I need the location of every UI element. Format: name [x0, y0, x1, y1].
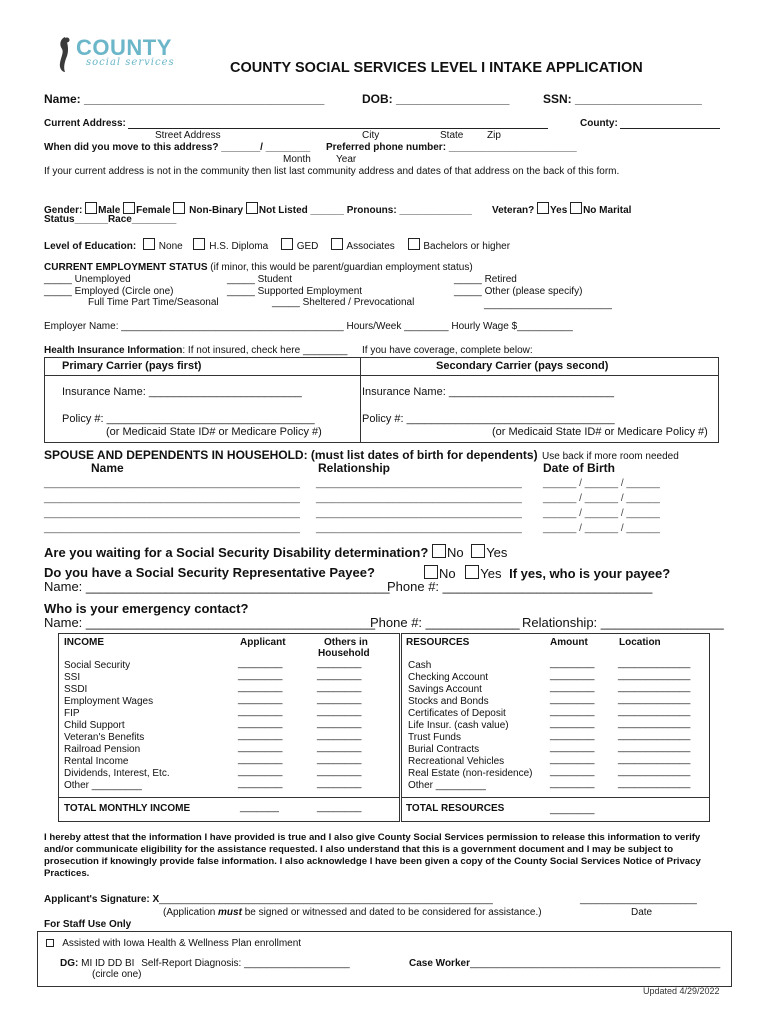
income-item: Other _________	[64, 780, 142, 791]
logo-tagline: social services	[86, 57, 175, 68]
staff-heading: For Staff Use Only	[44, 919, 132, 930]
income-others-field[interactable]: ________	[317, 742, 362, 753]
assisted-label: Assisted with Iowa Health & Wellness Plan enrollment	[62, 938, 302, 949]
dependent-dob-field[interactable]: ______ / ______ / ______	[543, 508, 660, 519]
gender-label: Gender:	[44, 205, 83, 216]
dependents-name-fields	[44, 478, 300, 535]
resources-total-label: TOTAL RESOURCES	[406, 803, 505, 814]
emergency-relationship-field[interactable]: Relationship: _________________	[522, 615, 724, 630]
ssd-question: Are you waiting for a Social Security Disability determination?	[44, 545, 429, 560]
dependents-col-dob: Date of Birth	[543, 461, 615, 475]
state-caption: State	[440, 130, 464, 141]
primary-insurance-name-field[interactable]: Insurance Name: _________________________	[62, 386, 302, 398]
income-item: Veteran's Benefits	[64, 732, 145, 743]
dependents-heading-note: Use back if more room needed	[542, 451, 679, 462]
resource-item: Certificates of Deposit	[408, 708, 506, 719]
veteran-no-checkbox[interactable]	[570, 202, 582, 214]
resource-location-field[interactable]: _____________	[618, 754, 691, 765]
insurance-row	[44, 345, 347, 356]
employment-employed[interactable]: _____ Employed (Circle one)	[44, 286, 174, 297]
date-caption: Date	[631, 907, 653, 918]
resources-heading: RESOURCES	[406, 637, 470, 648]
resource-item: Real Estate (non-residence)	[408, 768, 533, 779]
move-date-label: When did you move to this address?	[44, 142, 219, 153]
resources-total-rule	[401, 797, 710, 798]
logo-name: COUNTY	[76, 35, 172, 60]
name-row	[44, 92, 324, 106]
marital-status-label: Status	[44, 214, 75, 225]
resources-col-location: Location	[619, 637, 661, 648]
resource-item: Burial Contracts	[408, 744, 480, 755]
secondary-carrier-heading: Secondary Carrier (pays second)	[436, 360, 609, 372]
income-applicant-field[interactable]: ________	[238, 682, 283, 693]
income-item: SSI	[64, 672, 81, 683]
resource-amount-field[interactable]: ________	[550, 730, 595, 741]
resource-amount-field[interactable]: ________	[550, 778, 595, 789]
income-others-field[interactable]: ________	[317, 778, 362, 789]
dependent-dob-field[interactable]: ______ / ______ / ______	[543, 493, 660, 504]
county-label: County:	[580, 118, 618, 129]
education-hs-checkbox[interactable]	[193, 238, 205, 250]
employer-row[interactable]: Employer Name: ________________________________________ Hours/Week ________ Hourly Wage $__________	[44, 321, 573, 332]
resource-item: Recreational Vehicles	[408, 756, 505, 767]
insurance-coverage-note: If you have coverage, complete below:	[362, 345, 533, 356]
payee-who-label: If yes, who is your payee?	[509, 566, 671, 581]
employment-other[interactable]: _____ Other (please specify)	[454, 286, 583, 297]
dependents-relationship-fields	[316, 478, 522, 535]
logo-figure-icon	[56, 35, 72, 73]
dob-field[interactable]: _________________	[396, 92, 510, 106]
payee-phone-field[interactable]: Phone #: _____________________________	[387, 579, 653, 594]
income-item: Rental Income	[64, 756, 129, 767]
income-applicant-field[interactable]: ________	[238, 730, 283, 741]
ssd-yes-checkbox[interactable]	[471, 544, 485, 558]
veteran-row	[492, 202, 631, 216]
employment-unemployed[interactable]: _____ Unemployed	[44, 274, 131, 285]
signature-note-must: must	[218, 907, 242, 918]
dependents-heading: SPOUSE AND DEPENDENTS IN HOUSEHOLD: (must list dates of birth for dependents)	[44, 448, 538, 462]
income-heading: INCOME	[64, 637, 104, 648]
resource-location-field[interactable]: _____________	[618, 742, 691, 753]
employment-student[interactable]: _____ Student	[227, 274, 293, 285]
veteran-label: Veteran?	[492, 205, 535, 216]
dependent-relationship-field[interactable]: _____________________________________	[316, 478, 522, 489]
secondary-insurance-name-field[interactable]: Insurance Name: ___________________________	[362, 386, 614, 398]
signature-row	[44, 894, 493, 905]
dependent-dob-field[interactable]: ______ / ______ / ______	[543, 478, 660, 489]
preferred-phone-label: Preferred phone number:	[326, 142, 447, 153]
income-others-field[interactable]: ________	[317, 754, 362, 765]
emergency-phone-field[interactable]: Phone #: _____________	[370, 615, 520, 630]
income-others-fields	[317, 658, 362, 790]
employment-heading-note: (if minor, this would be parent/guardian employment status)	[210, 262, 473, 273]
race-field[interactable]: ________	[131, 214, 177, 225]
emergency-name-field[interactable]: Name: ________________________________________	[44, 615, 376, 630]
insurance-table-header-rule	[44, 375, 719, 376]
income-total-applicant-field[interactable]: _______	[240, 802, 279, 813]
payee-name-field[interactable]: Name: __________________________________________	[44, 579, 390, 594]
primary-policy-note: (or Medicaid State ID# or Medicare Policy #)	[106, 426, 322, 438]
resource-amount-field[interactable]: ________	[550, 670, 595, 681]
resources-items	[408, 660, 533, 792]
ssd-question-row	[44, 544, 507, 560]
insurance-table-divider	[360, 357, 361, 442]
ssd-yes-label: Yes	[486, 545, 508, 560]
resource-location-field[interactable]: _____________	[618, 682, 691, 693]
income-total-others-field[interactable]: ________	[317, 802, 362, 813]
ssn-row	[543, 92, 702, 106]
marital-status-field[interactable]: ______	[74, 214, 108, 225]
resource-amount-field[interactable]: ________	[550, 682, 595, 693]
employment-supported[interactable]: _____ Supported Employment	[227, 286, 363, 297]
dependents-col-name: Name	[91, 461, 124, 475]
resource-location-field[interactable]: _____________	[618, 766, 691, 777]
education-ged-checkbox[interactable]	[281, 238, 293, 250]
dependents-col-relationship: Relationship	[318, 461, 391, 475]
employment-retired[interactable]: _____ Retired	[454, 274, 517, 285]
race-label: Race	[107, 214, 132, 225]
income-col-applicant: Applicant	[240, 637, 286, 648]
signature-date-field[interactable]: _____________________	[580, 894, 697, 905]
income-col-household: Household	[318, 648, 370, 659]
employment-fulltime-parttime[interactable]: Full Time Part Time/Seasonal	[88, 297, 219, 308]
income-others-field[interactable]: ________	[317, 694, 362, 705]
income-col-others: Others in	[324, 637, 368, 648]
resource-amount-field[interactable]: ________	[550, 694, 595, 705]
veteran-no-label: No Marital	[583, 205, 632, 216]
secondary-policy-field[interactable]: Policy #: __________________________________	[362, 413, 615, 425]
resource-location-field[interactable]: _____________	[618, 730, 691, 741]
name-label: Name:	[44, 92, 81, 106]
resource-item: Trust Funds	[408, 732, 461, 743]
employment-other-field[interactable]: _______________________	[484, 299, 612, 310]
income-others-field[interactable]: ________	[317, 658, 362, 669]
income-others-field[interactable]: ________	[317, 766, 362, 777]
employment-sheltered[interactable]: _____ Sheltered / Prevocational	[272, 297, 415, 308]
dg-circle-note: (circle one)	[92, 969, 142, 980]
payee-question: Do you have a Social Security Representative Payee?	[44, 565, 375, 580]
dg-label: DG:	[60, 958, 79, 969]
income-applicant-fields	[238, 658, 283, 790]
income-others-field[interactable]: ________	[317, 730, 362, 741]
dependent-relationship-field[interactable]: _____________________________________	[316, 493, 522, 504]
case-worker-field[interactable]: _____________________________________________	[469, 958, 721, 969]
education-row	[44, 238, 510, 252]
income-applicant-field[interactable]: ________	[238, 766, 283, 777]
self-report-field[interactable]: Self-Report Diagnosis: ___________________	[141, 958, 350, 969]
payee-no-label: No	[439, 566, 456, 581]
income-applicant-field[interactable]: ________	[238, 706, 283, 717]
staff-assisted-row	[46, 938, 301, 949]
dependent-relationship-field[interactable]: _____________________________________	[316, 508, 522, 519]
dob-label: DOB:	[362, 92, 393, 106]
gender-nonbinary-label: Non-Binary	[189, 205, 244, 216]
zip-caption: Zip	[487, 130, 501, 141]
dependents-dob-fields	[543, 478, 660, 535]
employment-heading: CURRENT EMPLOYMENT STATUS	[44, 262, 208, 273]
name-field[interactable]: ____________________________________	[84, 92, 325, 106]
ssd-no-label: No	[446, 545, 464, 560]
income-others-field[interactable]: ________	[317, 718, 362, 729]
veteran-yes-label: Yes	[550, 205, 568, 216]
education-associates-label: Associates	[346, 241, 395, 252]
income-applicant-field[interactable]: ________	[238, 754, 283, 765]
attestation-text: I hereby attest that the information I have provided is true and I also give County Social Services permission to release this information to verify and/or communicate eligibility for the assistance requested. I also understand that this is a government document and I may be subject to prosecution if knowingly provide false information. I also acknowledge I have been given a copy of the County Social Services Notice of Privacy Practices.	[44, 832, 701, 879]
resource-location-field[interactable]: _____________	[618, 670, 691, 681]
page-title: COUNTY SOCIAL SERVICES LEVEL I INTAKE APPLICATION	[230, 60, 643, 76]
signature-field[interactable]: ____________________________________________________________	[159, 894, 493, 905]
resource-item: Cash	[408, 660, 432, 671]
payee-no-checkbox[interactable]	[424, 565, 438, 579]
address-note: If your current address is not in the community then list last community address and dates of that address on the back of this form.	[44, 166, 620, 177]
employment-heading-row	[44, 262, 473, 273]
income-others-field[interactable]: ________	[317, 706, 362, 717]
gender-notlisted-field[interactable]: ______	[310, 205, 344, 216]
resource-item: Stocks and Bonds	[408, 696, 489, 707]
education-none-label: None	[158, 241, 183, 252]
resources-amount-fields	[550, 658, 595, 790]
income-total-rule	[58, 797, 400, 798]
secondary-policy-note: (or Medicaid State ID# or Medicare Policy #)	[492, 426, 708, 438]
dependent-name-field[interactable]: ______________________________________________	[44, 493, 300, 504]
phone-row	[326, 142, 577, 153]
income-applicant-field[interactable]: ________	[238, 742, 283, 753]
income-item: FIP	[64, 708, 80, 719]
income-item: Dividends, Interest, Etc.	[64, 768, 170, 779]
updated-date: Updated 4/29/2022	[643, 986, 720, 996]
ssn-field[interactable]: ___________________	[575, 92, 702, 106]
county-field[interactable]	[620, 117, 720, 129]
dg-row	[60, 958, 350, 969]
income-item: Employment Wages	[64, 696, 154, 707]
dependent-name-field[interactable]: ______________________________________________	[44, 478, 300, 489]
dependent-dob-field[interactable]: ______ / ______ / ______	[543, 523, 660, 534]
resource-amount-field[interactable]: ________	[550, 718, 595, 729]
income-applicant-field[interactable]: ________	[238, 778, 283, 789]
income-item: Social Security	[64, 660, 131, 671]
marital-race-row	[44, 214, 176, 225]
education-ged-label: GED	[296, 241, 319, 252]
education-bachelors-checkbox[interactable]	[408, 238, 420, 250]
pronouns-field[interactable]: _____________	[399, 205, 472, 216]
gender-notlisted-label: Not Listed	[258, 205, 308, 216]
resource-location-field[interactable]: _____________	[618, 778, 691, 789]
income-applicant-field[interactable]: ________	[238, 658, 283, 669]
income-applicant-field[interactable]: ________	[238, 718, 283, 729]
assisted-checkbox[interactable]	[46, 939, 54, 947]
move-date-field[interactable]: _______/ ________	[221, 142, 311, 153]
street-caption: Street Address	[155, 130, 221, 141]
dependent-relationship-field[interactable]: _____________________________________	[316, 523, 522, 534]
gender-female-checkbox[interactable]	[123, 202, 135, 214]
income-total-label: TOTAL MONTHLY INCOME	[64, 803, 191, 814]
gender-notlisted-checkbox[interactable]	[246, 202, 258, 214]
income-applicant-field[interactable]: ________	[238, 694, 283, 705]
signature-label: Applicant's Signature: X	[44, 894, 160, 905]
current-address-field[interactable]	[128, 117, 548, 129]
month-caption: Month	[283, 154, 311, 165]
resources-location-fields	[618, 658, 690, 790]
gender-male-checkbox[interactable]	[85, 202, 97, 214]
resource-location-field[interactable]: _____________	[618, 718, 691, 729]
dependent-name-field[interactable]: ______________________________________________	[44, 523, 300, 534]
income-item: Railroad Pension	[64, 744, 141, 755]
education-associates-checkbox[interactable]	[331, 238, 343, 250]
veteran-yes-checkbox[interactable]	[537, 202, 549, 214]
income-others-field[interactable]: ________	[317, 682, 362, 693]
payee-yes-checkbox[interactable]	[465, 565, 479, 579]
resources-col-amount: Amount	[550, 637, 588, 648]
year-caption: Year	[336, 154, 357, 165]
emergency-heading: Who is your emergency contact?	[44, 601, 249, 616]
resource-item: Other _________	[408, 780, 486, 791]
ssn-label: SSN:	[543, 92, 572, 106]
resource-amount-field[interactable]: ________	[550, 706, 595, 717]
preferred-phone-field[interactable]: _______________________	[448, 142, 577, 153]
case-worker-label: Case Worker	[409, 958, 470, 969]
gender-male-label: Male	[98, 205, 121, 216]
payee-yes-label: Yes	[480, 566, 502, 581]
insurance-label: Health Insurance Information	[44, 345, 183, 356]
resource-amount-field[interactable]: ________	[550, 742, 595, 753]
resource-amount-field[interactable]: ________	[550, 754, 595, 765]
insurance-not-insured-field[interactable]: : If not insured, check here ________	[182, 345, 348, 356]
education-hs-label: H.S. Diploma	[209, 241, 269, 252]
education-bachelors-label: Bachelors or higher	[423, 241, 511, 252]
income-item: SSDI	[64, 684, 88, 695]
resources-total-field[interactable]: ________	[550, 804, 595, 815]
primary-policy-field[interactable]: Policy #: __________________________________	[62, 413, 315, 425]
income-applicant-field[interactable]: ________	[238, 670, 283, 681]
education-none-checkbox[interactable]	[143, 238, 155, 250]
primary-carrier-heading: Primary Carrier (pays first)	[62, 360, 202, 372]
signature-note	[163, 907, 542, 918]
current-address-label: Current Address:	[44, 118, 126, 129]
gender-nonbinary-checkbox[interactable]	[173, 202, 185, 214]
move-date-row	[44, 142, 310, 153]
ssd-no-checkbox[interactable]	[432, 544, 446, 558]
resource-location-field[interactable]: _____________	[618, 706, 691, 717]
dependent-name-field[interactable]: ______________________________________________	[44, 508, 300, 519]
resource-item: Life Insur. (cash value)	[408, 720, 509, 731]
signature-note-post: be signed or witnessed and dated to be considered for assistance.)	[241, 907, 542, 918]
resource-location-field[interactable]: _____________	[618, 694, 691, 705]
case-worker-row	[409, 958, 720, 969]
income-others-field[interactable]: ________	[317, 670, 362, 681]
signature-note-pre: (Application	[163, 907, 219, 918]
income-item: Child Support	[64, 720, 125, 731]
dg-options[interactable]: MI ID DD BI	[81, 958, 135, 969]
pronouns-label: Pronouns:	[346, 205, 397, 216]
resource-amount-field[interactable]: ________	[550, 658, 595, 669]
income-items	[64, 660, 170, 792]
city-caption: City	[362, 130, 380, 141]
resource-item: Savings Account	[408, 684, 482, 695]
resource-item: Checking Account	[408, 672, 489, 683]
education-label: Level of Education:	[44, 241, 137, 252]
resource-amount-field[interactable]: ________	[550, 766, 595, 777]
gender-female-label: Female	[136, 205, 171, 216]
dob-row	[362, 92, 509, 106]
resource-location-field[interactable]: _____________	[618, 658, 691, 669]
